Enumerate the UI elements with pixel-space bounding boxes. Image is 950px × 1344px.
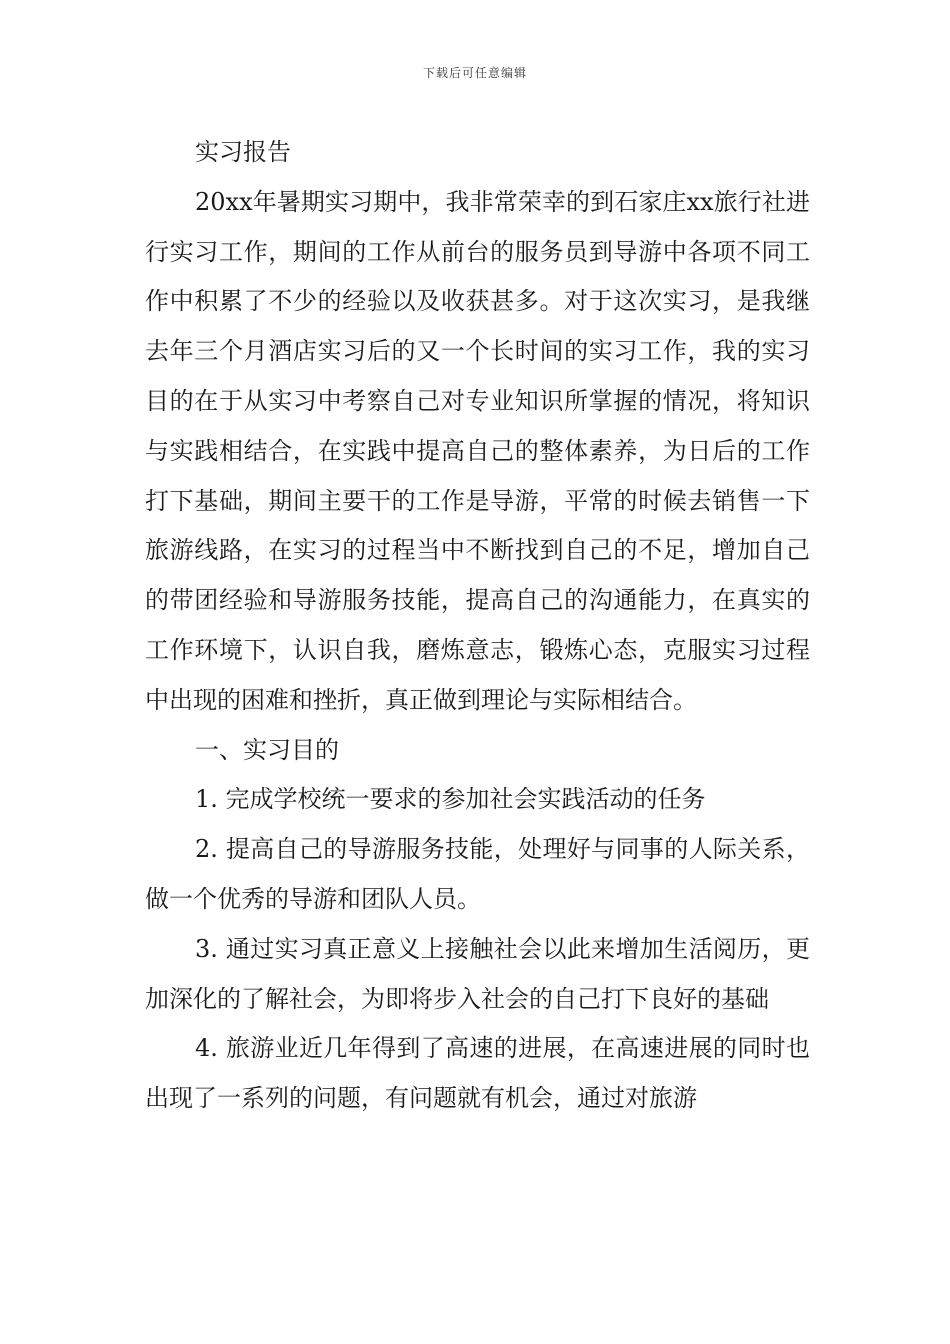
document-body <box>145 128 810 1124</box>
list-item: 2. 提高自己的导游服务技能，处理好与同事的人际关系，做一个优秀的导游和团队人员。 <box>145 835 810 913</box>
intro-paragraph: 20xx年暑期实习期中，我非常荣幸的到石家庄xx旅行社进行实习工作，期间的工作从前台的服务员到导游中各项不同工作中积累了不少的经验以及收获甚多。对于这次实习，是我继去年三个月酒店实习后的又一个长时间的实习工作，我的实习目的在于从实习中考察自己对专业知识所掌握的情况，将知识与实践相结合，在实践中提高自己的整体素养，为日后的工作打下基础，期间主要干的工作是导游，平常的时候去销售一下旅游线路，在实习的过程当中不断找到自己的不足，增加自己的带团经验和导游服务技能，提高自己的沟通能力，在真实的工作环境下，认识自我，磨炼意志，锻炼心态，克服实习过程中出现的困难和挫折，真正做到理论与实际相结合。 <box>145 187 810 714</box>
list-item: 4. 旅游业近几年得到了高速的进展，在高速进展的同时也出现了一系列的问题，有问题就有机会，通过对旅游 <box>145 1034 810 1113</box>
header-note: 下载后可任意编辑 <box>422 66 527 80</box>
list-item: 3. 通过实习真正意义上接触社会以此来增加生活阅历，更加深化的了解社会，为即将步入社会的自己打下良好的基础 <box>145 934 810 1013</box>
list-item: 1. 完成学校统一要求的参加社会实践活动的任务 <box>195 785 706 814</box>
document-title: 实习报告 <box>195 138 291 166</box>
section-heading: 一、实习目的 <box>195 735 339 764</box>
